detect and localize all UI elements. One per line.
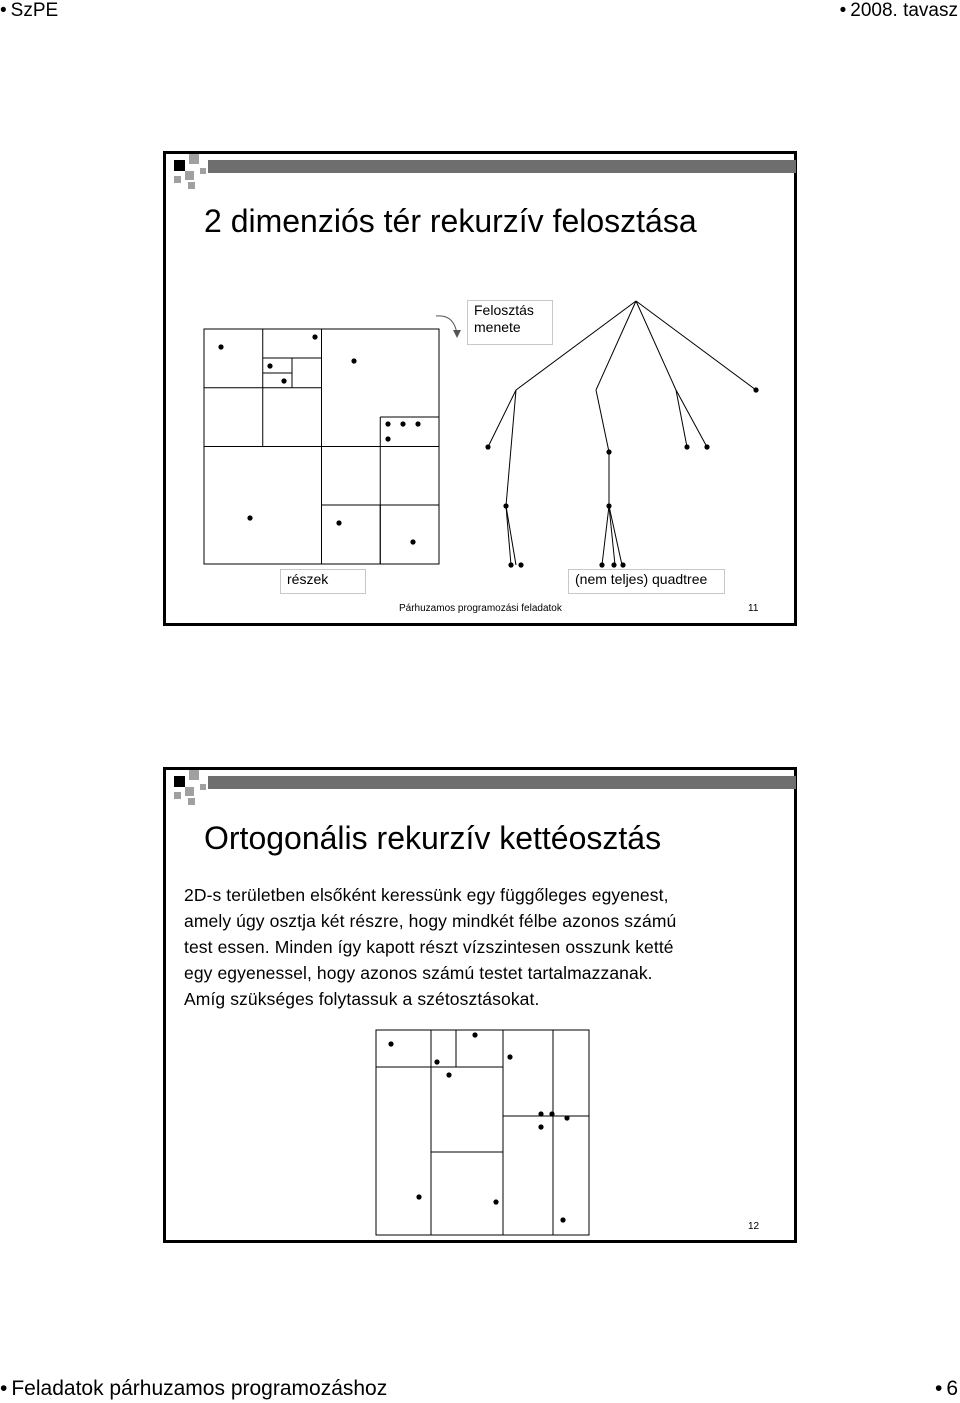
body-line: egy egyenessel, hogy azonos számú testet tartalmazzanak. [184, 963, 653, 983]
slide-title: Ortogonális rekurzív kettéosztás [204, 820, 662, 856]
header-semester: 2008. tavasz [850, 0, 958, 21]
body-line: amely úgy osztja két részre, hogy mindkét félbe azonos számú [184, 911, 677, 931]
page-header-right [840, 0, 958, 22]
bullet-icon: • [934, 1377, 943, 1400]
body-line: Amíg szükséges folytassuk a szétosztásokat. [184, 989, 540, 1009]
page-footer-right [935, 1377, 958, 1401]
bullet-icon: • [839, 0, 847, 21]
quadtree-caption: (nem teljes) quadtree [568, 569, 725, 594]
bullet-icon: • [0, 0, 7, 21]
partition-process-label [467, 300, 553, 345]
slide-title: 2 dimenziós tér rekurzív felosztása [204, 203, 697, 239]
subdivision-diagram [166, 154, 794, 624]
parts-caption: részek [280, 569, 366, 594]
footer-title: Feladatok párhuzamos programozáshoz [11, 1377, 388, 1400]
page-footer-left [0, 1377, 387, 1401]
label-line-1: Felosztás [474, 302, 534, 318]
bisection-diagram [166, 770, 794, 1240]
header-course: SzPE [10, 0, 59, 21]
label-line-2: menete [474, 319, 521, 335]
body-line: test essen. Minden így kapott részt vízszintesen osszunk ketté [184, 937, 674, 957]
page-header-left [0, 0, 58, 22]
bullet-icon: • [0, 1377, 8, 1400]
body-line: 2D-s területben elsőként keressünk egy függőleges egyenest, [184, 885, 669, 905]
slide-page-number: 12 [748, 1221, 760, 1232]
slide-12 [163, 767, 797, 1243]
slide-footer-text: Párhuzamos programozási feladatok [399, 603, 562, 614]
footer-page-number: 6 [946, 1377, 958, 1400]
slide-11 [163, 151, 797, 626]
slide-page-number: 11 [748, 603, 759, 614]
